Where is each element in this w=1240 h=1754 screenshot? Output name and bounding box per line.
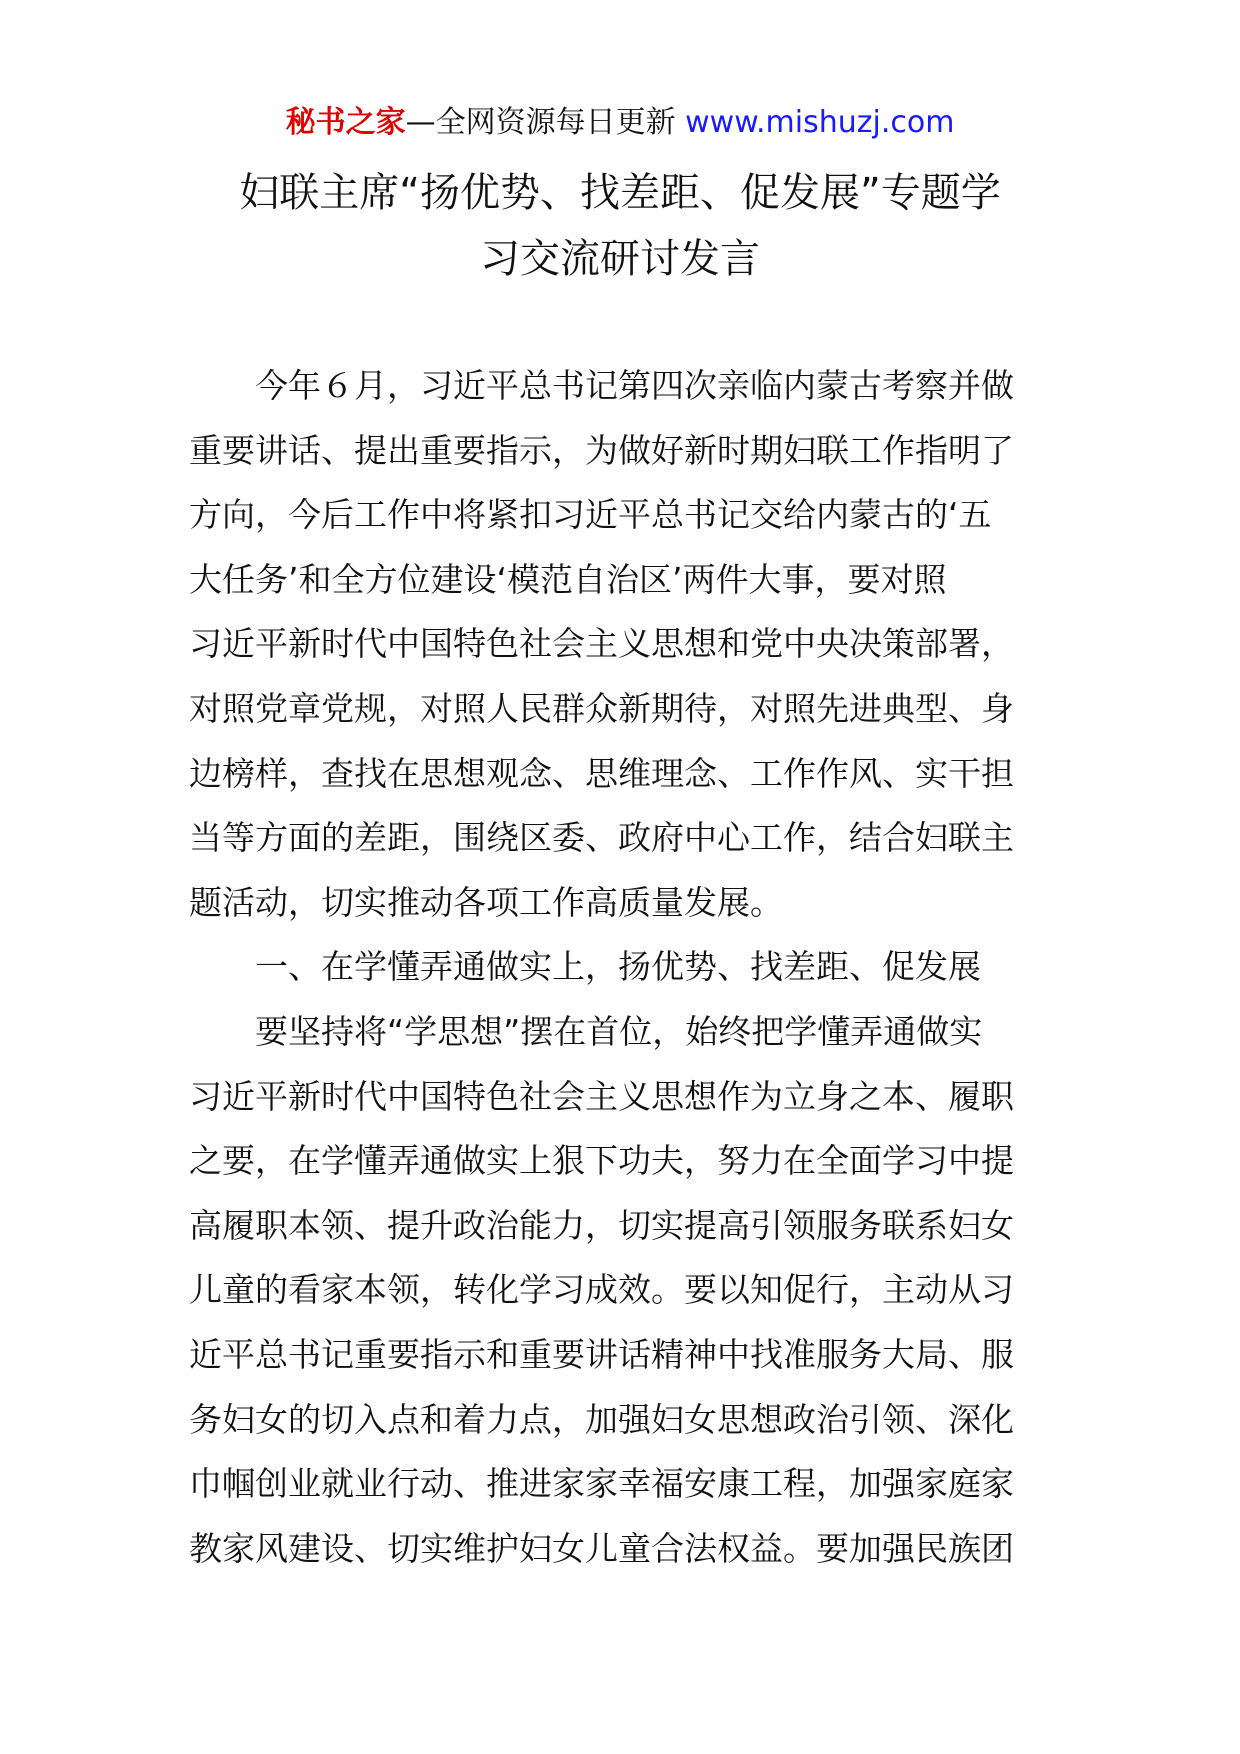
site-tagline: —全网资源每日更新 — [405, 105, 686, 140]
paragraph-line: 当等方面的差距，围绕区委、政府中心工作，结合妇联主 — [189, 818, 1014, 858]
document-title — [150, 160, 1090, 292]
paragraph-line: 重要讲话、提出重要指示，为做好新时期妇联工作指明了 — [189, 430, 1014, 470]
paragraph-line: 巾帼创业就业行动、推进家家幸福安康工程，加强家庭家 — [189, 1464, 1014, 1504]
document-title-line: 习交流研讨发言 — [480, 236, 760, 282]
paragraph-line: 之要，在学懂弄通做实上狠下功夫，努力在全面学习中提 — [189, 1141, 1014, 1181]
site-header-banner — [0, 102, 1240, 144]
paragraph-line: 边榜样，查找在思想观念、思维理念、工作作风、实干担 — [189, 753, 1014, 793]
paragraph-line: 对照党章党规，对照人民群众新期待，对照先进典型、身 — [189, 688, 1014, 728]
paragraph-line: 儿童的看家本领，转化学习成效。要以知促行，主动从习 — [189, 1270, 1014, 1310]
paragraph-line: 近平总书记重要指示和重要讲话精神中找准服务大局、服 — [189, 1334, 1014, 1374]
paragraph-line: 大任务’和全方位建设‘模范自治区’两件大事，要对照 — [189, 559, 947, 599]
site-brand: 秘书之家 — [285, 105, 406, 140]
site-url-link[interactable]: www.mishuzj.com — [685, 105, 955, 140]
document-title-line: 妇联主席“扬优势、找差距、促发展”专题学 — [239, 170, 1001, 216]
paragraph-line: 习近平新时代中国特色社会主义思想和党中央决策部署， — [189, 624, 1014, 664]
paragraph-line: 务妇女的切入点和着力点，加强妇女思想政治引领、深化 — [189, 1399, 1014, 1439]
section-heading: 一、在学懂弄通做实上，扬优势、找差距、促发展 — [255, 947, 981, 987]
paragraph-line: 高履职本领、提升政治能力，切实提高引领服务联系妇女 — [189, 1205, 1014, 1245]
document-body — [189, 354, 1059, 1581]
paragraph-line: 今年６月，习近平总书记第四次亲临内蒙古考察并做 — [255, 366, 1014, 405]
paragraph-line: 教家风建设、切实维护妇女儿童合法权益。要加强民族团 — [189, 1528, 1014, 1568]
paragraph-line: 习近平新时代中国特色社会主义思想作为立身之本、履职 — [189, 1076, 1014, 1116]
paragraph-line: 方向，今后工作中将紧扣习近平总书记交给内蒙古的‘五 — [189, 495, 992, 535]
paragraph-line: 题活动，切实推动各项工作高质量发展。 — [189, 882, 783, 922]
paragraph-line: 要坚持将“学思想”摆在首位，始终把学懂弄通做实 — [255, 1011, 983, 1051]
